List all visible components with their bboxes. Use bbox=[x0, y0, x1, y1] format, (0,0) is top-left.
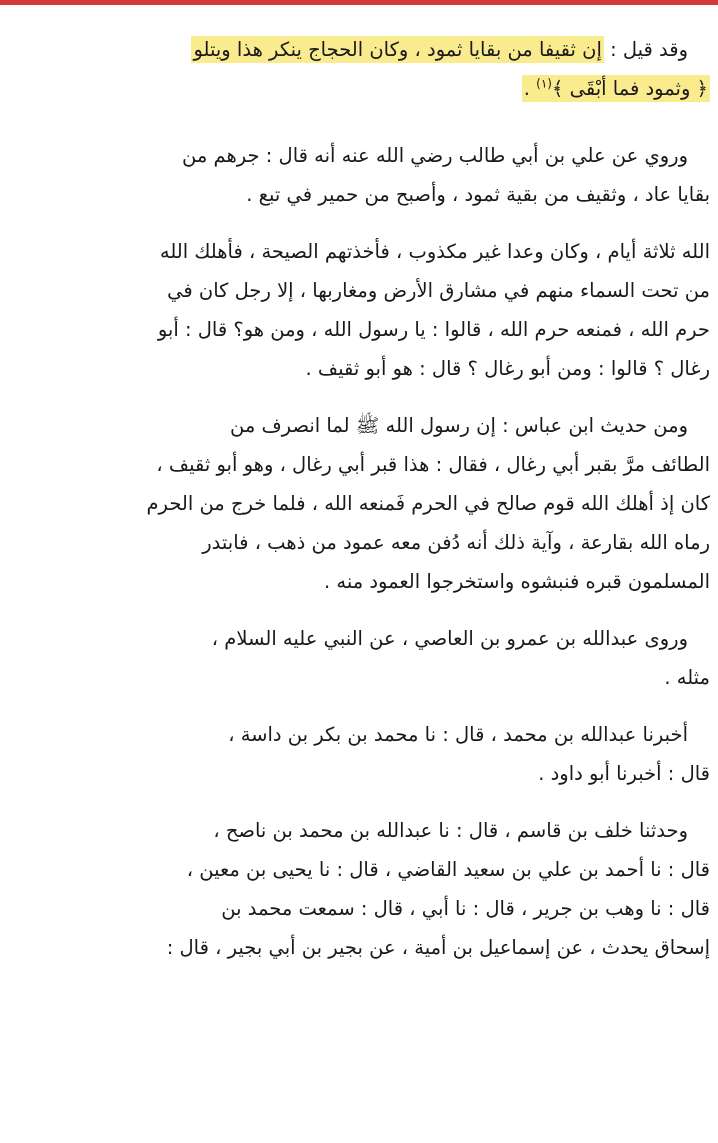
text-line: رماه الله بقارعة ، وآية ذلك أنه دُفن معه عمود من ذهب ، فابتدر bbox=[202, 531, 710, 554]
paragraph bbox=[8, 811, 710, 967]
document-page bbox=[8, 30, 710, 985]
text-line: من تحت السماء منهم في مشارق الأرض ومغاربها ، إلا رجل كان في bbox=[167, 279, 710, 302]
text-line: قال : نا أحمد بن علي بن سعيد القاضي ، قال : نا يحيى بن معين ، bbox=[186, 858, 710, 881]
text-line: الله ثلاثة أيام ، وكان وعدا غير مكذوب ، فأخذتهم الصيحة ، فأهلك الله bbox=[159, 240, 710, 263]
highlighted-quran-quote bbox=[522, 75, 710, 102]
paragraph bbox=[8, 715, 710, 793]
text-line: قال : نا وهب بن جرير ، قال : نا أبي ، قال : سمعت محمد بن bbox=[221, 897, 710, 920]
text-line bbox=[8, 69, 710, 108]
text-line bbox=[8, 30, 710, 69]
text-line: رغال ؟ قالوا : ومن أبو رغال ؟ قال : هو أبو ثقيف . bbox=[305, 357, 710, 380]
text-line: كان إذ أهلك الله قوم صالح في الحرم فَمنعه الله ، فلما خرج من الحرم bbox=[146, 492, 710, 515]
text-line: أخبرنا عبدالله بن محمد ، قال : نا محمد بن بكر بن داسة ، bbox=[228, 723, 688, 746]
text-line: وروى عبدالله بن عمرو بن العاصي ، عن النبي عليه السلام ، bbox=[211, 627, 688, 650]
text-line: وحدثنا خلف بن قاسم ، قال : نا عبدالله بن محمد بن ناصح ، bbox=[213, 819, 688, 842]
paragraph bbox=[8, 232, 710, 388]
quran-quote-text: ﴿ وثمود فما أبْقَى ﴾ bbox=[551, 77, 708, 100]
line-plain-text: وقد قيل : bbox=[610, 38, 688, 61]
paragraph bbox=[8, 136, 710, 214]
paragraph-highlighted bbox=[8, 30, 710, 108]
text-line: قال : أخبرنا أبو داود . bbox=[538, 762, 710, 785]
text-line: بقايا عاد ، وثقيف من بقية ثمود ، وأصبح من حمير في تبع . bbox=[246, 183, 710, 206]
highlighted-text: إن ثقيفا من بقايا ثمود ، وكان الحجاج ينكر هذا ويتلو bbox=[193, 38, 602, 61]
top-border-rule bbox=[0, 0, 718, 5]
text-line: الطائف مرَّ بقبر أبي رغال ، فقال : هذا قبر أبي رغال ، وهو أبو ثقيف ، bbox=[156, 453, 710, 476]
text-line: وروي عن علي بن أبي طالب رضي الله عنه أنه قال : جرهم من bbox=[182, 144, 688, 167]
text-line: ومن حديث ابن عباس : إن رسول الله ﷺ لما انصرف من bbox=[229, 414, 688, 437]
paragraph bbox=[8, 619, 710, 697]
text-line: مثله . bbox=[664, 666, 710, 689]
text-line: إسحاق يحدث ، عن إسماعيل بن أمية ، عن بجير بن أبي بجير ، قال : bbox=[166, 936, 710, 959]
paragraph bbox=[8, 406, 710, 601]
text-line: حرم الله ، فمنعه حرم الله ، قالوا : يا رسول الله ، ومن هو؟ قال : أبو bbox=[157, 318, 710, 341]
footnote-marker: (١) bbox=[536, 76, 552, 91]
text-line: المسلمون قبره فنبشوه واستخرجوا العمود منه . bbox=[323, 570, 710, 593]
line-end-punctuation: . bbox=[523, 77, 537, 100]
